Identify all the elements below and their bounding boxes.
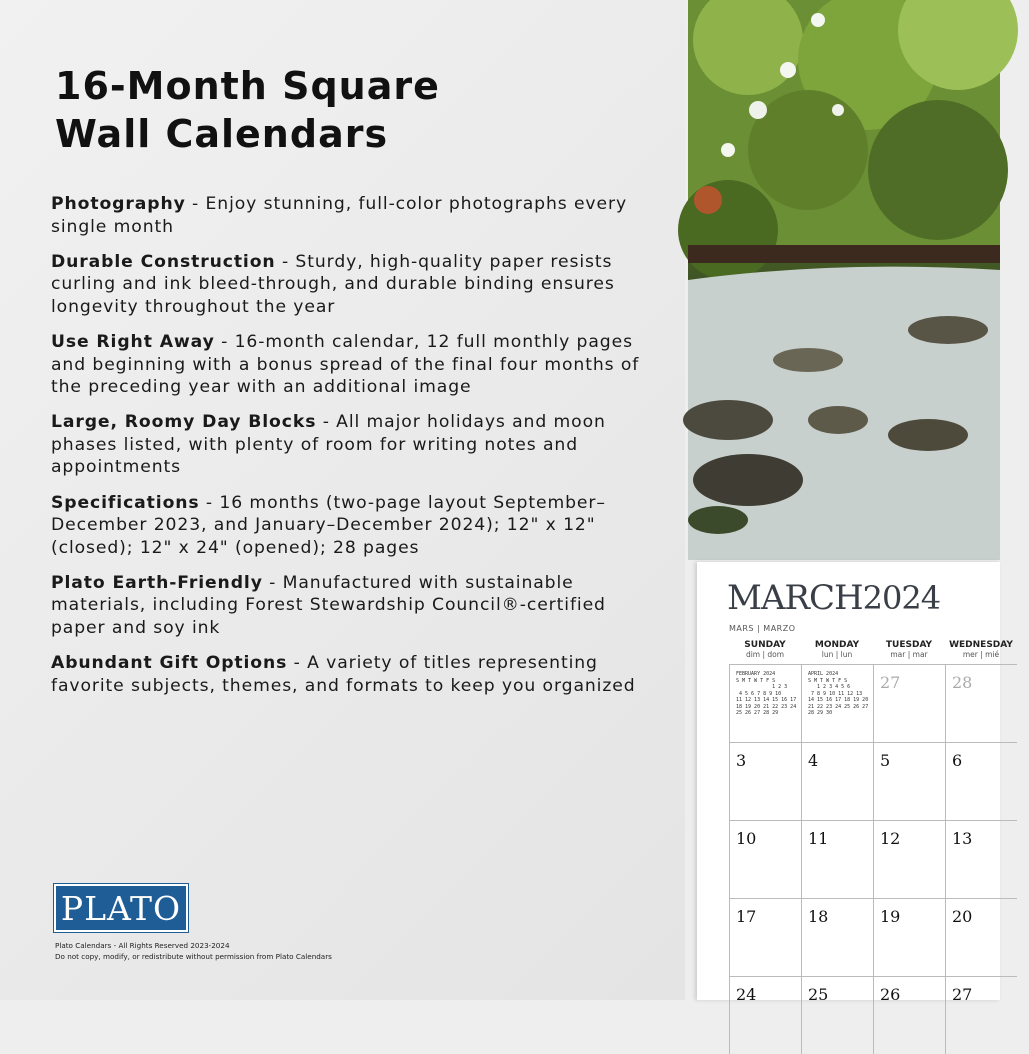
feature-heading: Plato Earth-Friendly bbox=[51, 572, 263, 593]
day-number: 20 bbox=[952, 907, 973, 926]
day-number: 11 bbox=[808, 829, 829, 848]
dogwood-blossom bbox=[749, 101, 767, 119]
feature-item bbox=[51, 492, 651, 560]
river-rock bbox=[888, 419, 968, 451]
day-number: 3 bbox=[736, 751, 747, 770]
forest-stream-image bbox=[688, 0, 1000, 560]
fallen-log bbox=[688, 245, 1000, 263]
day-cell bbox=[945, 820, 1017, 898]
day-cell bbox=[729, 898, 801, 976]
day-header bbox=[729, 640, 801, 659]
feature-text: - Sturdy, high-quality paper resists curling and ink bleed-through, and durable binding ensures longevity throughout the year bbox=[51, 251, 615, 317]
copyright-line-2: Do not copy, modify, or redistribute without permission from Plato Calendars bbox=[55, 952, 332, 961]
day-name-alt: mar | mar bbox=[890, 650, 928, 659]
day-number: 24 bbox=[736, 985, 757, 1004]
feature-item bbox=[51, 193, 651, 238]
feature-item bbox=[51, 251, 651, 319]
day-header bbox=[945, 640, 1017, 659]
river-rock bbox=[908, 316, 988, 344]
day-cell bbox=[729, 742, 801, 820]
page-title bbox=[55, 62, 655, 158]
feature-item bbox=[51, 411, 651, 479]
mossy-rock bbox=[688, 506, 748, 534]
day-header bbox=[801, 640, 873, 659]
red-foliage bbox=[694, 186, 722, 214]
dogwood-blossom bbox=[811, 13, 825, 27]
river-rock bbox=[693, 454, 803, 506]
day-cell bbox=[801, 664, 873, 742]
day-cell bbox=[729, 664, 801, 742]
title-line-2: Wall Calendars bbox=[55, 112, 389, 156]
day-name-alt: lun | lun bbox=[821, 650, 853, 659]
tree-foliage bbox=[678, 180, 778, 280]
month-translations: MARS | MARZO bbox=[729, 624, 796, 633]
plato-logo: PLATO bbox=[54, 884, 188, 932]
day-number: 17 bbox=[736, 907, 757, 926]
feature-text: - A variety of titles representing favorite subjects, themes, and formats to keep you organized bbox=[51, 653, 636, 696]
calendar-photo bbox=[688, 0, 1000, 560]
dogwood-blossom bbox=[780, 62, 796, 78]
mini-calendar-april: APRIL 2024 S M T W T F S 1 2 3 4 5 6 7 8 9 10 11 12 13 14 15 16 17 18 19 20 21 22 23 24 25 26 27 28 29 30 bbox=[808, 671, 869, 716]
day-name: WEDNESDAY bbox=[949, 640, 1013, 650]
feature-heading: Durable Construction bbox=[51, 251, 276, 272]
feature-text: - 16 months (two-page layout September–December 2023, and January–December 2024); 12" x 12" (closed); 12" x 24" (opened); 28 pages bbox=[51, 492, 606, 558]
feature-text: - All major holidays and moon phases listed, with plenty of room for writing notes and appointments bbox=[51, 412, 606, 478]
day-name: MONDAY bbox=[814, 640, 860, 650]
dogwood-blossom bbox=[721, 143, 735, 157]
day-cell bbox=[801, 820, 873, 898]
feature-heading: Abundant Gift Options bbox=[51, 653, 288, 674]
day-number: 6 bbox=[952, 751, 963, 770]
day-number: 13 bbox=[952, 829, 973, 848]
feature-text: - 16-month calendar, 12 full monthly pages and beginning with a bonus spread of the final four months of the preceding year with an additional image bbox=[51, 331, 640, 398]
day-cell bbox=[801, 742, 873, 820]
day-number: 12 bbox=[880, 829, 901, 848]
mini-calendar-february: FEBRUARY 2024 S M T W T F S 1 2 3 4 5 6 7 8 9 10 11 12 13 14 15 16 17 18 19 20 21 22 23 24 25 26 27 28 29 bbox=[736, 671, 797, 716]
day-cell bbox=[945, 742, 1017, 820]
feature-item bbox=[51, 572, 651, 640]
river-rock bbox=[808, 406, 868, 434]
day-name: SUNDAY bbox=[744, 640, 786, 650]
dogwood-blossom bbox=[832, 104, 844, 116]
calendar-year: 2024 bbox=[862, 579, 941, 617]
day-number: 27 bbox=[880, 673, 901, 692]
copyright-line-1: Plato Calendars - All Rights Reserved 2023-2024 bbox=[55, 941, 230, 950]
feature-heading: Specifications bbox=[51, 492, 200, 513]
feature-item bbox=[51, 652, 651, 697]
day-cell bbox=[873, 742, 945, 820]
feature-text: - Enjoy stunning, full-color photographs every single month bbox=[51, 194, 628, 237]
river-rock bbox=[683, 400, 773, 440]
day-cell bbox=[729, 976, 801, 1054]
feature-heading: Photography bbox=[51, 194, 186, 214]
feature-heading: Large, Roomy Day Blocks bbox=[51, 412, 317, 433]
day-cell bbox=[801, 898, 873, 976]
river-rock bbox=[773, 348, 843, 372]
month-name: MARCH bbox=[727, 578, 863, 618]
day-header bbox=[873, 640, 945, 659]
tree-foliage bbox=[868, 100, 1008, 240]
title-line-1: 16-Month Square bbox=[55, 64, 440, 108]
day-cell bbox=[873, 976, 945, 1054]
day-name-alt: dim | dom bbox=[745, 650, 785, 659]
day-number: 25 bbox=[808, 985, 829, 1004]
day-number: 19 bbox=[880, 907, 901, 926]
day-name-alt: mer | mié bbox=[962, 650, 1000, 659]
day-number: 27 bbox=[952, 985, 973, 1004]
day-number: 26 bbox=[880, 985, 901, 1004]
day-cell bbox=[945, 898, 1017, 976]
day-number: 5 bbox=[880, 751, 891, 770]
day-cell bbox=[873, 820, 945, 898]
feature-text: - Manufactured with sustainable materials, including Forest Stewardship Council®-certified paper and soy ink bbox=[51, 572, 606, 638]
calendar-page bbox=[697, 562, 1013, 1004]
day-number: 18 bbox=[808, 907, 829, 926]
day-cell bbox=[945, 976, 1017, 1054]
day-cell bbox=[873, 898, 945, 976]
day-cell bbox=[873, 664, 945, 742]
day-cell bbox=[729, 820, 801, 898]
day-cell bbox=[801, 976, 873, 1054]
feature-list bbox=[51, 193, 651, 710]
feature-heading: Use Right Away bbox=[51, 331, 215, 352]
day-cell bbox=[945, 664, 1017, 742]
day-number: 28 bbox=[952, 673, 973, 692]
day-number: 4 bbox=[808, 751, 819, 770]
feature-item bbox=[51, 331, 651, 399]
copyright-notice bbox=[55, 940, 475, 962]
day-name: TUESDAY bbox=[885, 640, 933, 650]
day-number: 10 bbox=[736, 829, 757, 848]
calendar-month-title bbox=[727, 578, 940, 618]
